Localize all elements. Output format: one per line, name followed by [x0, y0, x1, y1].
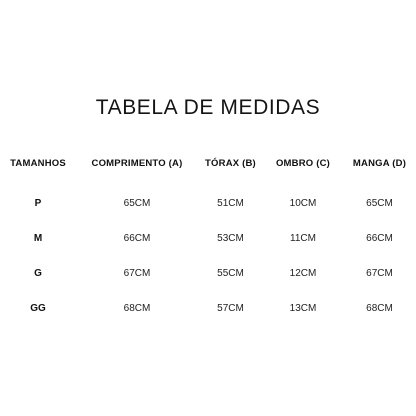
header-manga: MANGA (D) [352, 157, 407, 169]
table-row [0, 291, 416, 326]
ombro-cell: 11CM [290, 233, 316, 244]
torax-cell: 51CM [217, 198, 244, 209]
size-cell: P [34, 198, 42, 209]
page-title: TABELA DE MEDIDAS [95, 96, 321, 119]
ombro-cell: 12CM [289, 268, 317, 279]
table-header-row [0, 155, 416, 171]
size-cell: M [33, 233, 43, 244]
torax-cell: 53CM [217, 233, 244, 244]
ombro-cell: 10CM [289, 198, 317, 209]
table-row [0, 171, 416, 221]
header-comprimento: COMPRIMENTO (A) [91, 157, 183, 169]
manga-cell: 67CM [366, 268, 393, 279]
table-row [0, 256, 416, 291]
header-tamanhos: TAMANHOS [10, 157, 66, 169]
size-cell: GG [30, 303, 46, 314]
comprimento-cell: 65CM [123, 198, 151, 209]
manga-cell: 66CM [366, 233, 393, 244]
comprimento-cell: 67CM [123, 268, 151, 279]
size-cell: G [34, 268, 42, 279]
comprimento-cell: 68CM [123, 303, 151, 314]
manga-cell: 65CM [366, 198, 393, 209]
table-row [0, 221, 416, 256]
size-table [0, 155, 416, 326]
torax-cell: 57CM [217, 303, 244, 314]
comprimento-cell: 66CM [123, 233, 151, 244]
header-ombro: OMBRO (C) [275, 157, 331, 169]
ombro-cell: 13CM [289, 303, 317, 314]
header-torax: TÓRAX (B) [205, 157, 256, 169]
torax-cell: 55CM [217, 268, 244, 279]
manga-cell: 68CM [366, 303, 393, 314]
